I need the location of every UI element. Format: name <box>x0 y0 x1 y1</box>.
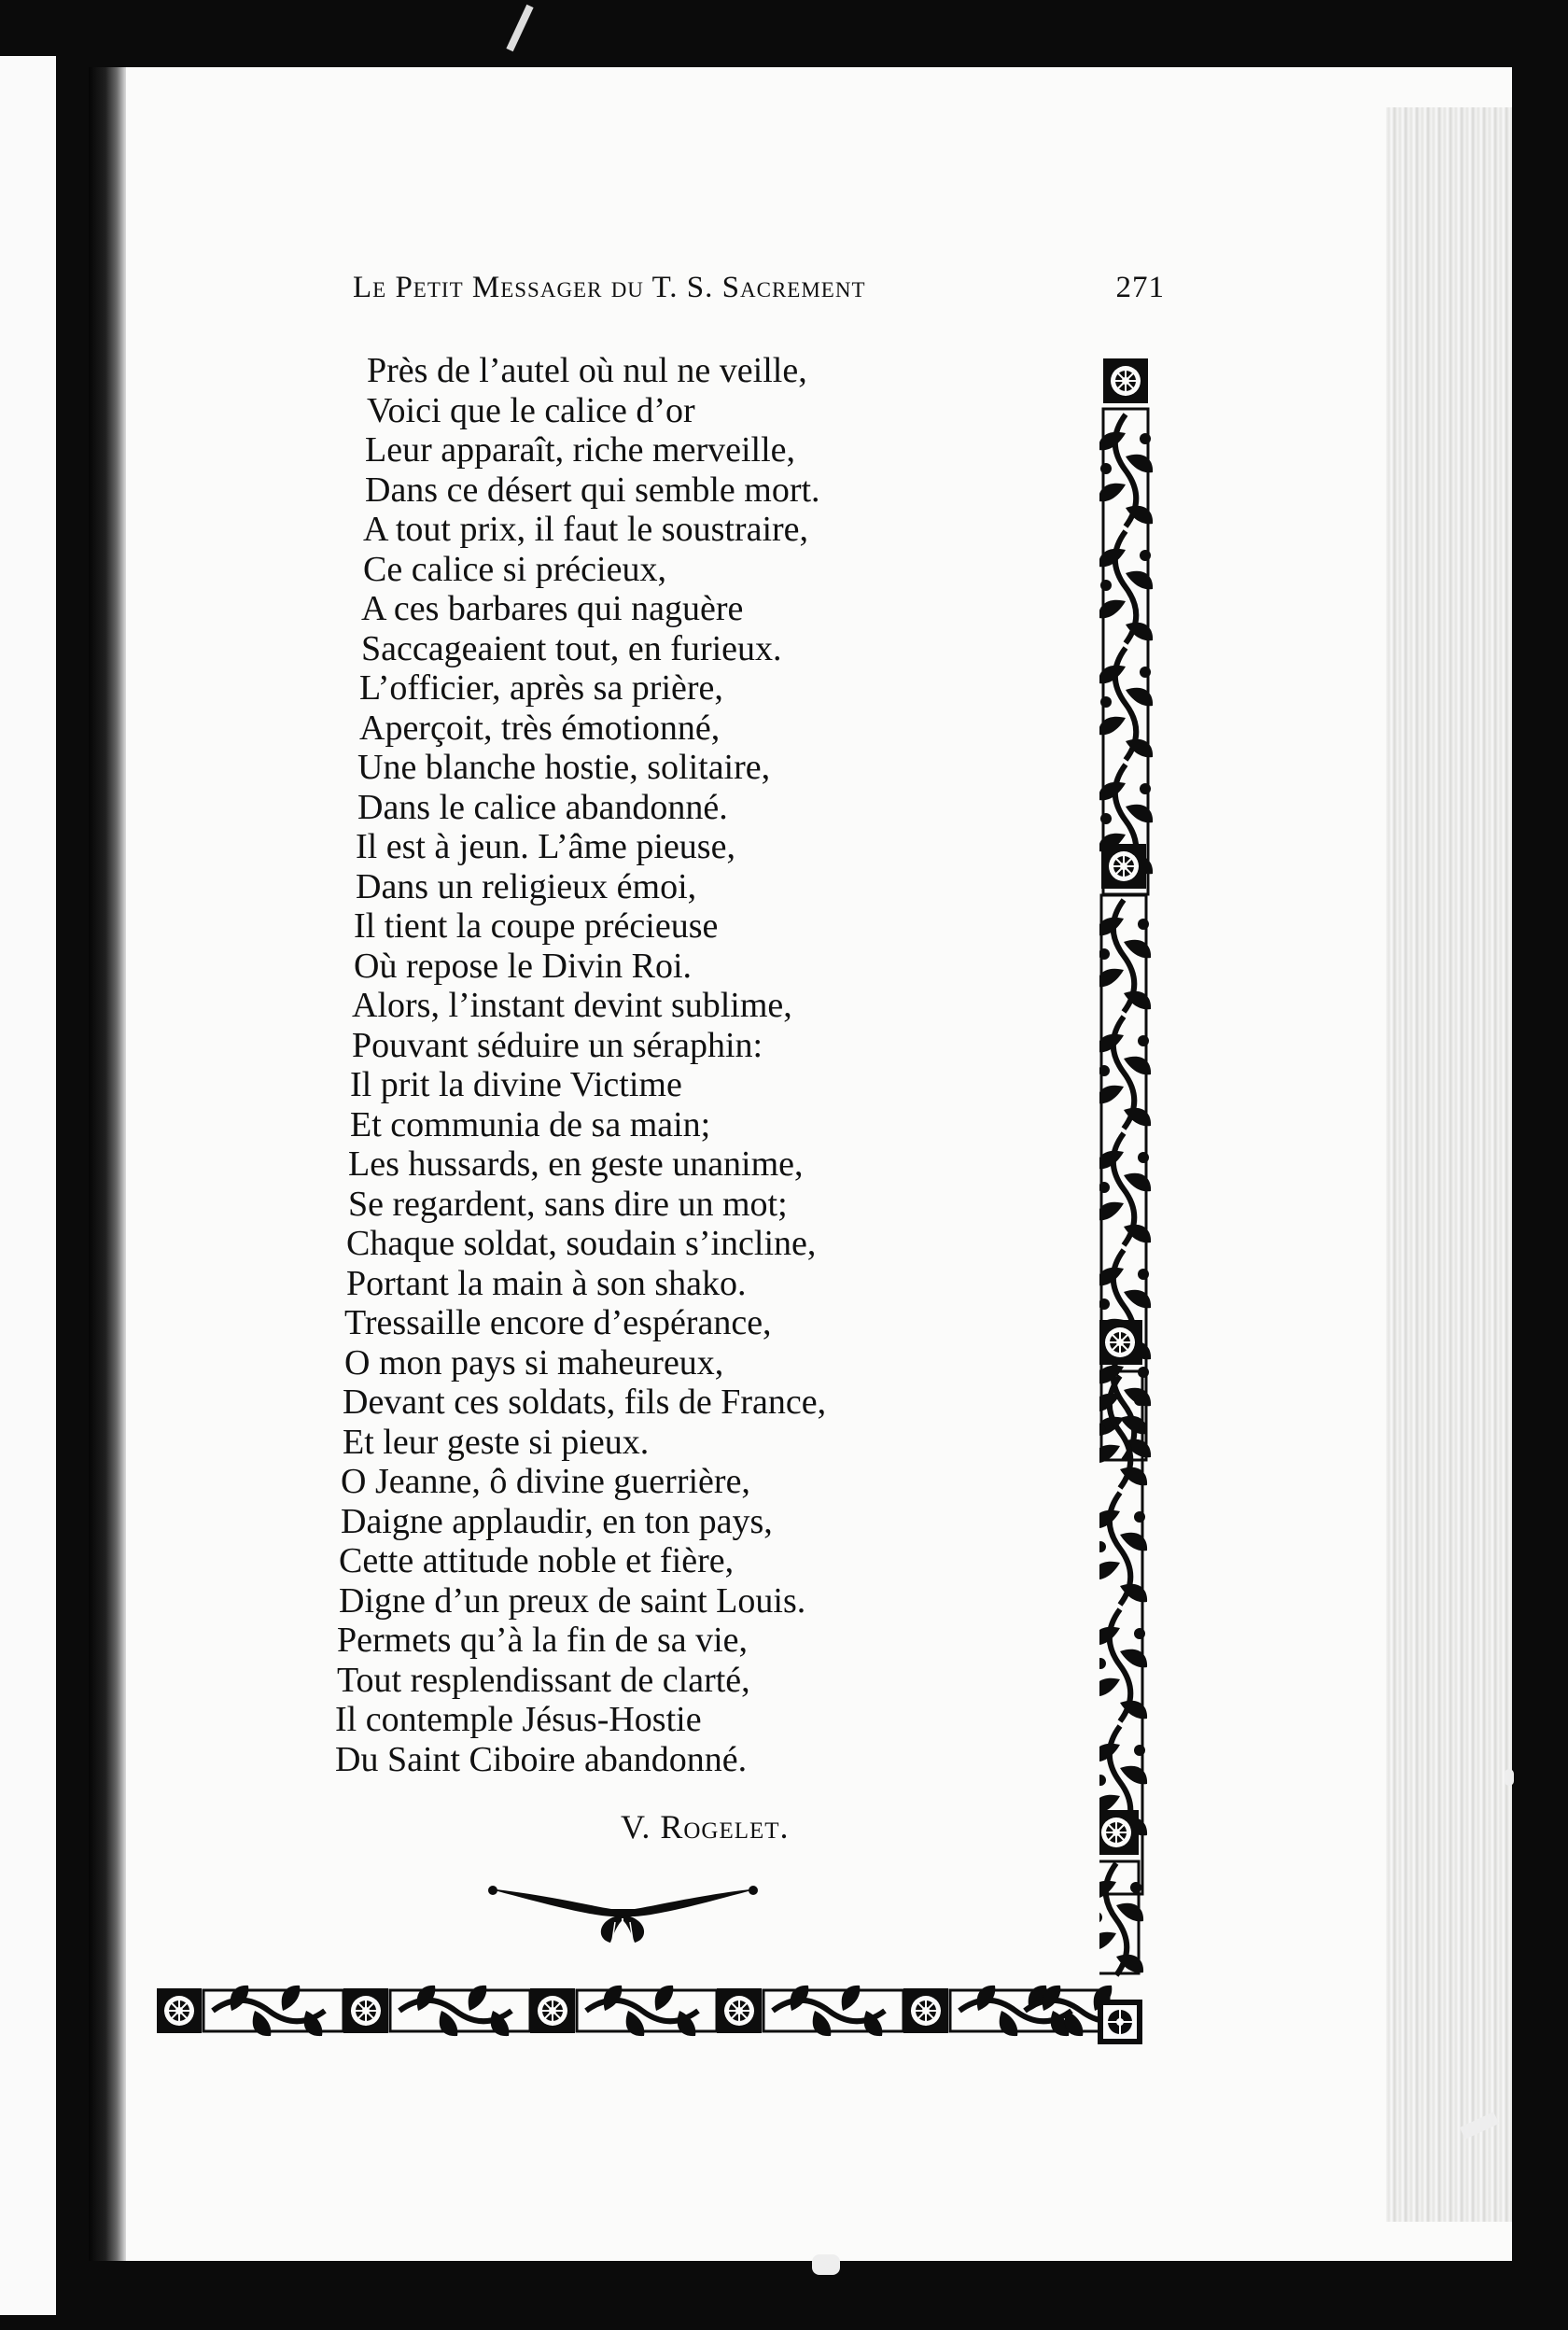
poem-line: Se regardent, sans dire un mot; <box>348 1184 788 1224</box>
scan-speck <box>812 2254 840 2275</box>
author-signature: V. Rogelet. <box>621 1808 790 1846</box>
poem-line: Près de l’autel où nul ne veille, <box>367 351 807 390</box>
poem-line: O Jeanne, ô divine guerrière, <box>341 1462 750 1501</box>
poem-line: Alors, l’instant devint sublime, <box>352 986 792 1025</box>
poem-line: Les hussards, en geste unanime, <box>348 1144 804 1184</box>
scan-speck <box>1505 1769 1514 1786</box>
page-number: 271 <box>1115 271 1165 304</box>
poem-line: Et communia de sa main; <box>350 1104 711 1144</box>
poem-line: Permets qu’à la fin de sa vie, <box>337 1621 749 1660</box>
poem-line: L’officier, après sa prière, <box>359 668 723 708</box>
poem-line: Portant la main à son shako. <box>346 1263 747 1303</box>
poem-line: Leur apparaît, riche merveille, <box>365 430 796 470</box>
floral-vine-border-icon <box>1099 358 1165 1977</box>
poem-line: Saccageaient tout, en furieux. <box>361 628 782 668</box>
poem-line: Voici que le calice d’or <box>367 390 695 430</box>
poem-line: Ce calice si précieux, <box>363 549 666 589</box>
poem-line: Pouvant séduire un séraphin: <box>352 1025 763 1065</box>
poem-line: Il contemple Jésus-Hostie <box>335 1700 702 1739</box>
poem-line: O mon pays si maheureux, <box>344 1342 724 1383</box>
poem-line: Il tient la coupe précieuse <box>354 906 719 946</box>
poem-line: Dans ce désert qui semble mort. <box>365 470 820 510</box>
poem-line: Il prit la divine Victime <box>350 1065 682 1104</box>
poem-line: Tressaille encore d’espérance, <box>344 1303 772 1342</box>
book-gutter-shadow <box>89 67 126 2261</box>
poem-line: Chaque soldat, soudain s’incline, <box>346 1224 817 1263</box>
facing-page-edge <box>0 56 56 2315</box>
poem-line: Et leur geste si pieux. <box>343 1422 650 1462</box>
poem-line: Cette attitude noble et fière, <box>339 1541 735 1580</box>
floral-vine-border-horizontal-icon <box>157 1983 1146 2039</box>
poem-line: Du Saint Ciboire abandonné. <box>335 1739 748 1779</box>
poem-line: A tout prix, il faut le soustraire, <box>363 510 809 549</box>
poem-line: A ces barbares qui naguère <box>361 589 744 628</box>
poem-body <box>331 351 1078 1779</box>
poem-line: Une blanche hostie, solitaire, <box>357 748 771 787</box>
poem-line: Daigne applaudir, en ton pays, <box>341 1501 773 1541</box>
poem-line: Il est à jeun. L’âme pieuse, <box>356 827 735 866</box>
poem-line: Devant ces soldats, fils de France, <box>343 1383 827 1422</box>
page-stack-edges <box>1386 107 1512 2222</box>
poem-line: Tout resplendissant de clarté, <box>337 1660 750 1700</box>
fleuron-icon <box>485 1881 761 1946</box>
poem-line: Aperçoit, très émotionné, <box>359 708 721 748</box>
poem-line: Digne d’un preux de saint Louis. <box>339 1580 806 1621</box>
poem-line: Où repose le Divin Roi. <box>354 946 693 986</box>
scan-speck <box>506 5 533 52</box>
poem-line: Dans un religieux émoi, <box>356 866 697 906</box>
rosette-icon <box>1096 1998 1144 2046</box>
poem-line: Dans le calice abandonné. <box>357 787 728 827</box>
running-head-title: Le Petit Messager du T. S. Sacrement <box>353 271 866 304</box>
